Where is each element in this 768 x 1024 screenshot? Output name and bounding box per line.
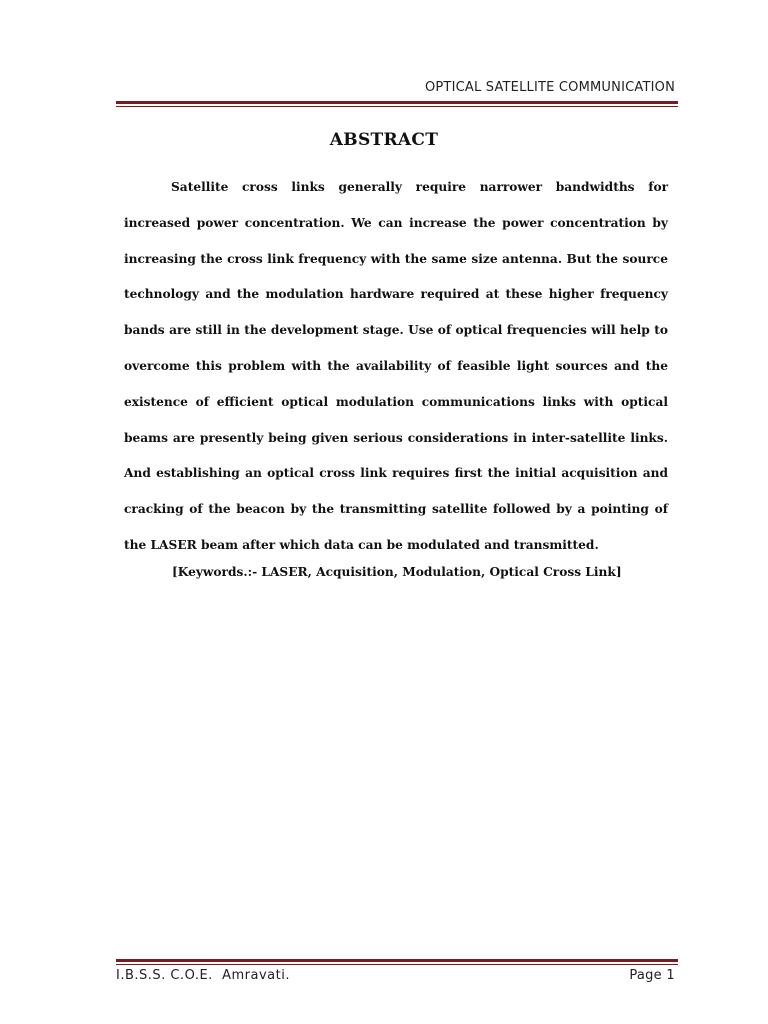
footer-rule-thin [116,964,678,965]
footer-page-number: Page 1 [629,968,675,983]
footer-rule [116,959,678,965]
header-rule [116,101,678,107]
footer-rule-thick [116,959,678,962]
abstract-paragraph: Satellite cross links generally require narrower bandwidths for increased power concentration. We can increase the power concentration by increasing the cross link frequency with the same size antenna. But the source technology and the modulation hardware required at these higher frequency bands are still in the development stage. Use of optical frequencies will help to overcome this problem with the availability of feasible light sources and the existence of efficient optical modulation communications links with optical beams are presently being given serious considerations in inter-satellite links. And establishing an optical cross link requires first the initial acquisition and cracking of the beacon by the transmitting satellite followed by a pointing of the LASER beam after which data can be modulated and transmitted. [124,180,668,552]
section-heading: ABSTRACT [329,130,439,150]
keywords-line: [Keywords.:- LASER, Acquisition, Modulation, Optical Cross Link] [172,565,622,579]
footer-institution: I.B.S.S. C.O.E. Amravati. [116,968,290,983]
header-rule-thick [116,101,678,104]
running-header-title: OPTICAL SATELLITE COMMUNICATION [424,80,675,95]
header-rule-thin [116,106,678,107]
